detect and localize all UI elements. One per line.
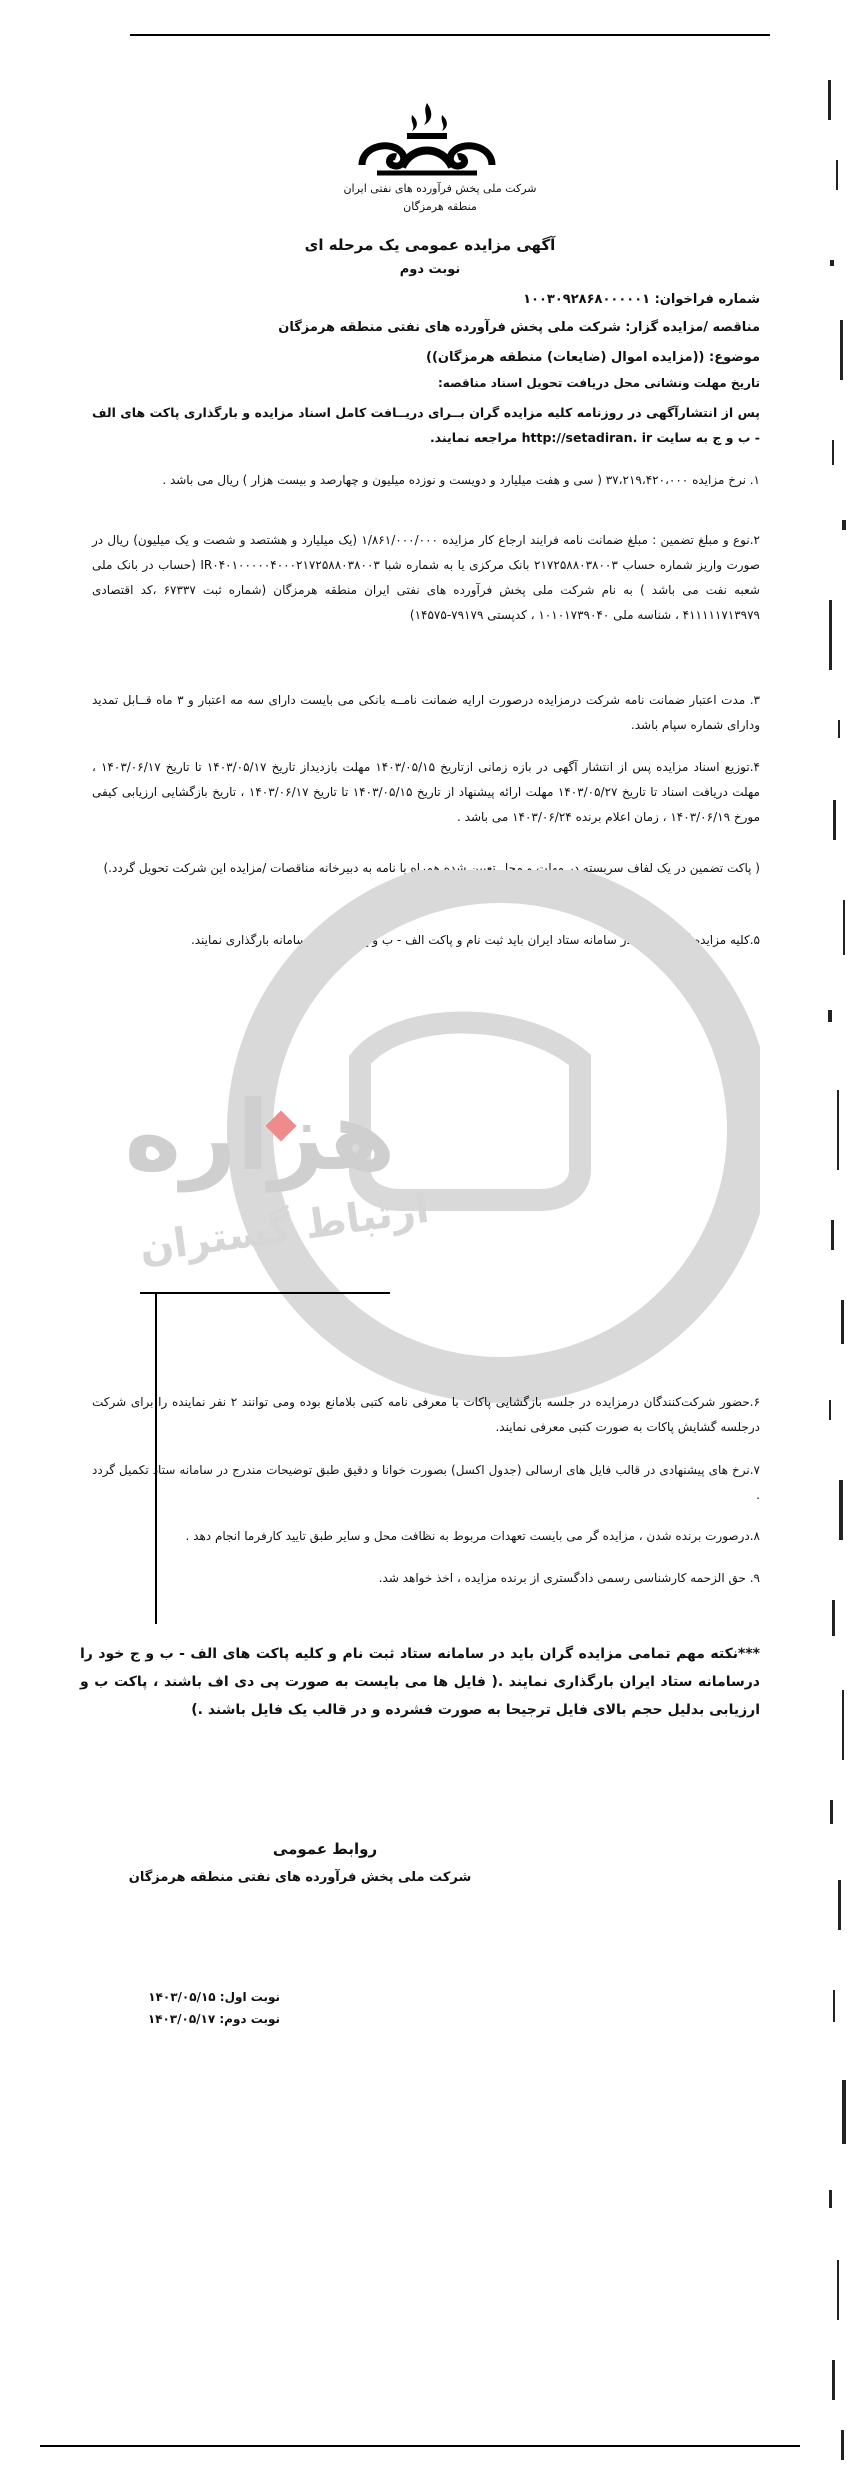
item-4: ۴.توزیع اسناد مزایده پس از انتشار آگهی در بازه زمانی ازتاریخ ۱۴۰۳/۰۵/۱۵ مهلت بازدیداز تاریخ ۱۴۰۳/۰۵/۱۷ تا تاریخ ۱۴۰۳/۰۶/۱۷ ، مهلت دریافت اسناد تا تاریخ ۱۴۰۳/۰۵/۲۷ مهلت ارائه پیشنهاد از تاریخ ۱۴۰۳/۰۵/۱۵ تا تاریخ ۱۴۰۳/۰۶/۱۷ ، تاریخ بازگشایی ارزیابی کیفی مورخ ۱۴۰۳/۰۶/۱۹ ، زمان اعلام برنده ۱۴۰۳/۰۶/۲۴ می باشد . [92,760,760,824]
company-logo [352,95,502,185]
item-9: ۹. حق الزحمه کارشناسی رسمی دادگستری از برنده مزایده ، اخذ خواهد شد. [378,1571,760,1585]
subject: موضوع: ((مزایده اموال (ضایعات) منطقه هرمزگان)) [426,350,760,365]
org-line-1: شرکت ملی پخش فرآورده های نفتی ایران [343,182,537,195]
item-3: ۳. مدت اعتبار ضمانت نامه شرکت درمزایده درصورت ارایه ضمانت نامــه بانکی می بایست دارای سه مه اعتبار و ۳ ماه قــابل تمدید ودارای شماره سپام باشد. [92,693,760,732]
intro-paragraph: پس از انتشارآگهی در روزنامه کلیه مزایده گران بــرای دریــافت کامل اسناد مزایده و بارگذاری پاکت های الف - ب و ج به سایت http://setadiran. ir مراجعه نمایند. [92,405,760,445]
nioc-flame-logo-icon [352,95,502,185]
bottom-rule [40,2445,800,2447]
section-divider [140,1292,390,1294]
round-label: نوبت دوم [399,262,461,277]
item-6: ۶.حضور شرکت‌کنندگان درمزایده در جلسه بازگشایی پاکات با معرفی نامه کتبی بلامانع بوده ومی توانند ۲ نفر نماینده را برای شرکت درجلسه گشایش پاکات به صورت کتبی معرفی نمایند. [92,1395,761,1434]
item-4-note: ( پاکت تضمین در یک لفاف سربسته در مهلت و محل تعیین شده همراه با نامه به دبیرخانه مناقصات /مزایده این شرکت تحویل گردد.) [103,861,760,875]
page-title: آگهی مزایده عمومی یک مرحله ای [304,236,556,254]
round-second-date: نوبت دوم: ۱۴۰۳/۰۵/۱۷ [147,2012,280,2026]
signature-org: شرکت ملی پخش فرآورده های نفتی منطقه هرمزگان [128,1870,472,1885]
fax-noise-edge [824,0,852,2473]
top-rule [130,34,770,36]
watermark-word-main: هزاره [124,1080,396,1192]
organizer: مناقصه /مزایده گزار: شرکت ملی پخش فرآورده های نفتی منطقه هرمزگان [278,320,760,335]
item-2: ۲.نوع و مبلغ تضمین : مبلغ ضمانت نامه فرایند ارجاع کار مزایده ۱/۸۶۱/۰۰۰/۰۰۰ (یک میلیارد و هشتصد و شصت و یک میلیون) ریال در صورت واریز شماره حساب ۲۱۷۲۵۸۸۰۳۸۰۰۳ بانک مرکزی یا به شماره شبا IR۰۴۰۱۰۰۰۰۰۴۰۰۰۲۱۷۲۵۸۸۰۳۸۰۰۳ (حساب در بانک ملی شعبه نفت می باشد ) به نام شرکت ملی پخش فرآورده های نفتی ایران منطقه هرمزگان (شماره ثبت ۶۷۳۳۷ ،کد اقتصادی ۴۱۱۱۱۱۷۱۳۹۷۹ ، شناسه ملی ۱۰۱۰۱۷۳۹۰۴۰ ، کدپستی ۷۹۱۷۹-۱۴۵۷۵) [92,533,760,622]
item-7: ۷.نرخ های پیشنهادی در قالب فایل های ارسالی (جدول اکسل) بصورت خوانا و دقیق طبق توضیحات مندرج در سامانه ستاد تکمیل گردد . [92,1463,760,1502]
signature-title: روابط عمومی [272,1840,378,1858]
important-note: ***نکته مهم تمامی مزایده گران باید در سامانه ستاد ثبت نام و کلیه پاکت های الف - ب و ج خود را درسامانه ستاد ایران بارگذاری نمایند .( فایل ها می بایست به صورت پی دی اف باشند ، پاکت ب و ارزیابی بدلیل حجم بالای فایل ترجیحا به صورت فشرده و در قالب یک فایل باشند .) [80,1646,760,1718]
org-line-2: منطقه هرمزگان [403,200,477,213]
call-number: شماره فراخوان: ۱۰۰۳۰۹۲۸۶۸۰۰۰۰۰۱ [523,292,760,307]
watermark-word-sub: ارتباط گستران [136,1185,432,1272]
dates-heading: تاریخ مهلت ونشانی محل دریافت تحویل اسناد مناقصه: [438,376,760,390]
item-5: ۵.کلیه مزایده گران صرفا در سامانه ستاد ایران باید ثبت نام و پاکت الف - ب و ج خـود را درسامانه بارگذاری نمایند. [190,933,760,947]
round-first-date: نوبت اول: ۱۴۰۳/۰۵/۱۵ [148,1990,280,2004]
item-1: ۱. نرخ مزایده ۳۷،۲۱۹،۴۲۰،۰۰۰ ( سی و هفت میلیارد و دویست و نوزده میلیون و چهارصد و بیست هزار ) ریال می باشد . [162,473,760,487]
org-name [330,180,550,216]
item-8: ۸.درصورت برنده شدن ، مزایده گر می بایست تعهدات مربوط به نظافت محل و سایر طبق تایید کارفرما انجام دهد . [185,1529,760,1543]
